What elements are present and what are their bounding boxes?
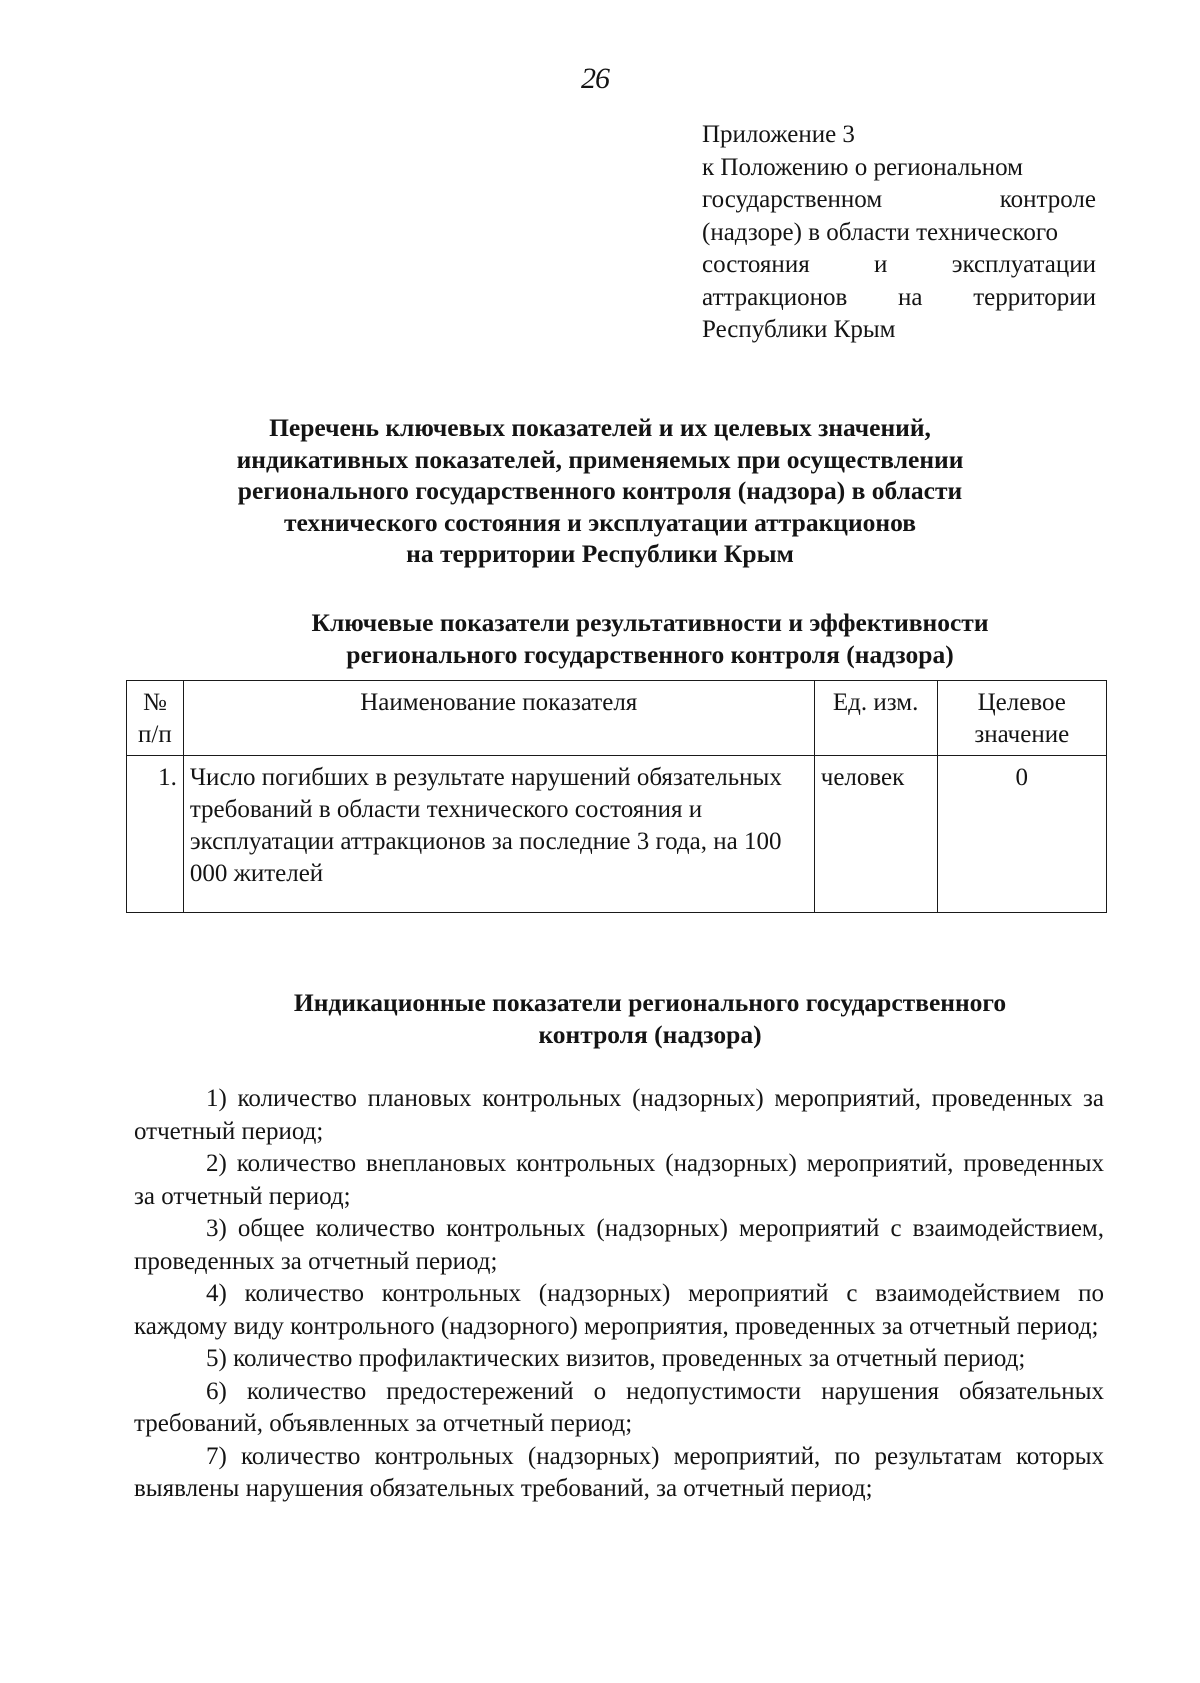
page-number: 26 bbox=[581, 62, 609, 95]
row-number: 1. bbox=[127, 756, 184, 913]
key-indicators-title-line: регионального государственного контроля (надзора) bbox=[346, 639, 954, 669]
appendix-line: (надзоре) в области технического bbox=[702, 218, 1058, 246]
header-unit: Ед. изм. bbox=[814, 681, 937, 756]
document-title-line: на территории Республики Крым bbox=[406, 539, 794, 568]
list-item: 2) количество внеплановых контрольных (надзорных) мероприятий, проведенных за отчетный период; bbox=[134, 1150, 1104, 1210]
header-target: Целевое значение bbox=[937, 681, 1106, 756]
indicative-indicators-title-line: Индикационные показатели регионального государственного bbox=[293, 988, 1007, 1017]
list-item: 5) количество профилактических визитов, проведенных за отчетный период; bbox=[206, 1345, 1026, 1372]
key-indicators-title bbox=[250, 607, 1050, 670]
row-target: 0 bbox=[937, 756, 1106, 913]
row-unit: человек bbox=[814, 756, 937, 913]
indicative-indicators-title-line: контроля (надзора) bbox=[538, 1020, 762, 1049]
appendix-line: к Положению о региональном bbox=[702, 153, 1023, 181]
appendix-header bbox=[702, 119, 1096, 347]
table-header-row bbox=[127, 681, 1107, 756]
header-number: № п/п bbox=[127, 681, 184, 756]
document-title-line: Перечень ключевых показателей и их целевых значений, bbox=[269, 413, 931, 442]
indicative-indicators-title bbox=[230, 987, 1070, 1051]
list-item: 1) количество плановых контрольных (надзорных) мероприятий, проведенных за отчетный период; bbox=[134, 1085, 1104, 1145]
appendix-line: государственном контроле bbox=[702, 186, 1096, 213]
list-item: 4) количество контрольных (надзорных) мероприятий с взаимодействием по каждому виду контрольного (надзорного) мероприятия, проведенных за отчетный период; bbox=[134, 1280, 1104, 1340]
document-title-line: индикативных показателей, применяемых при осуществлении bbox=[236, 444, 964, 474]
document-title-line: технического состояния и эксплуатации аттракционов bbox=[284, 507, 916, 537]
list-item: 6) количество предостережений о недопустимости нарушения обязательных требований, объявленных за отчетный период; bbox=[134, 1377, 1104, 1437]
appendix-line: состояния и эксплуатации bbox=[702, 251, 1096, 278]
row-name: Число погибших в результате нарушений обязательных требований в области технического состояния и эксплуатации аттракционов за последние 3 года, на 100 000 жителей bbox=[183, 756, 814, 913]
key-indicators-table bbox=[126, 680, 1107, 913]
appendix-line: Приложение 3 bbox=[702, 121, 855, 148]
document-title bbox=[160, 412, 1040, 570]
appendix-line: Республики Крым bbox=[702, 316, 896, 343]
table-row bbox=[127, 756, 1107, 913]
indicative-indicators-list bbox=[134, 1083, 1104, 1506]
key-indicators-title-line: Ключевые показатели результативности и эффективности bbox=[311, 608, 989, 637]
document-title-line: регионального государственного контроля (надзора) в области bbox=[237, 476, 963, 505]
list-item: 7) количество контрольных (надзорных) мероприятий, по результатам которых выявлены нарушения обязательных требований, за отчетный период; bbox=[134, 1442, 1104, 1502]
appendix-line: аттракционов на территории bbox=[702, 283, 1096, 311]
list-item: 3) общее количество контрольных (надзорных) мероприятий с взаимодействием, проведенных за отчетный период; bbox=[134, 1215, 1104, 1275]
header-name: Наименование показателя bbox=[183, 681, 814, 756]
